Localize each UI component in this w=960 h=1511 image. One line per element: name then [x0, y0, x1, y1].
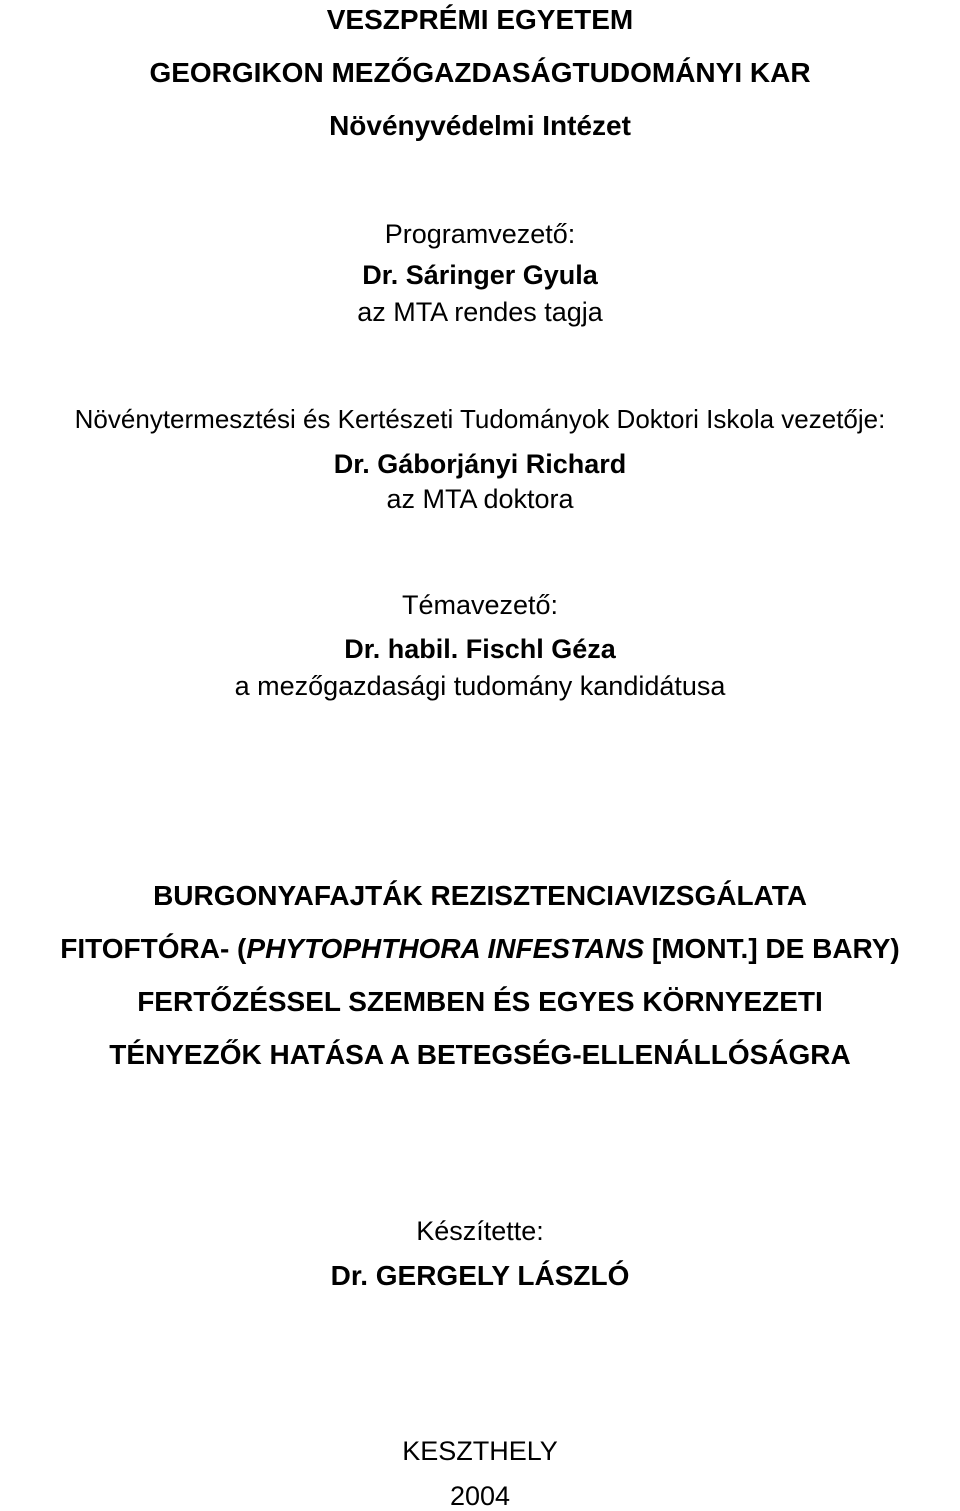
- thesis-title-species-name: PHYTOPHTHORA INFESTANS: [246, 933, 645, 964]
- thesis-title-line-2-prefix: FITOFTÓRA- (: [60, 933, 247, 964]
- program-leader-name: Dr. Sáringer Gyula: [362, 260, 598, 290]
- university-name: VESZPRÉMI EGYETEM: [326, 4, 634, 35]
- supervisor-title: a mezőgazdasági tudomány kandidátusa: [234, 671, 726, 701]
- school-leader-title: az MTA doktora: [386, 484, 574, 514]
- author-label: Készítette:: [416, 1216, 544, 1246]
- year: 2004: [449, 1481, 511, 1511]
- supervisor-label: Témavezető:: [401, 590, 559, 620]
- school-leader-label: Növénytermesztési és Kertészeti Tudományok Doktori Iskola vezetője:: [74, 404, 886, 434]
- institute-name: Növényvédelmi Intézet: [329, 110, 631, 141]
- faculty-name: GEORGIKON MEZŐGAZDASÁGTUDOMÁNYI KAR: [149, 57, 811, 88]
- thesis-title-line-3: FERTŐZÉSSEL SZEMBEN ÉS EGYES KÖRNYEZETI: [137, 986, 823, 1017]
- thesis-title-line-1: BURGONYAFAJTÁK REZISZTENCIAVIZSGÁLATA: [153, 880, 807, 911]
- supervisor-name: Dr. habil. Fischl Géza: [344, 634, 616, 664]
- school-leader-name: Dr. Gáborjányi Richard: [333, 449, 627, 479]
- thesis-title-line-4: TÉNYEZŐK HATÁSA A BETEGSÉG-ELLENÁLLÓSÁGRA: [109, 1039, 851, 1070]
- program-leader-label: Programvezető:: [384, 219, 576, 249]
- author-name: Dr. GERGELY LÁSZLÓ: [330, 1260, 630, 1291]
- city: KESZTHELY: [402, 1436, 558, 1466]
- thesis-title-line-2-suffix: [MONT.] DE BARY): [644, 933, 900, 964]
- program-leader-title: az MTA rendes tagja: [357, 297, 603, 327]
- thesis-title-line-2: [0, 935, 960, 963]
